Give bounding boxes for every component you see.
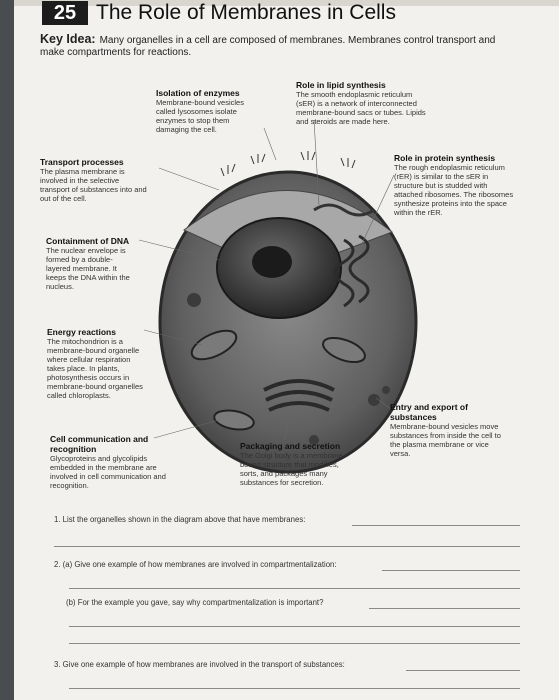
- label-dna: Containment of DNA The nuclear envelope is formed by a double-layered membrane. It keeps the DNA within the nucleus.: [46, 236, 130, 291]
- answer-line[interactable]: [69, 626, 520, 627]
- key-idea-text: Many organelles in a cell are composed of membranes. Membranes control transport and make compartments for reactions.: [40, 35, 496, 58]
- label-isolation: Isolation of enzymes Membrane-bound vesicles called lysosomes isolate enzymes to stop them damaging the cell.: [156, 88, 244, 134]
- label-entry-export: Entry and export of substances Membrane-bound vesicles move substances from inside the cell to the plasma membrane or vice versa.: [390, 402, 501, 458]
- answer-line[interactable]: [369, 608, 520, 609]
- answer-line[interactable]: [69, 588, 520, 589]
- label-lipid-synthesis: Role in lipid synthesis The smooth endoplasmic reticulum (sER) is a network of interconnected membrane-bound sacs or tubes. Lipids and steroids are made here.: [296, 80, 426, 126]
- activity-number: 25: [42, 1, 88, 25]
- lysosome: [187, 293, 201, 307]
- label-energy: Energy reactions The mitochondrion is a membrane-bound organelle where cellular respiration takes place. In plants, photosynthesis occurs in membrane-bound organelles called chloroplasts.: [47, 327, 143, 400]
- label-transport: Transport processes The plasma membrane is involved in the selective transport of substances into and out of the cell.: [40, 157, 147, 203]
- answer-line[interactable]: [69, 688, 520, 689]
- key-idea-label: Key Idea:: [40, 32, 96, 46]
- answer-line[interactable]: [69, 643, 520, 644]
- question-2a: 2. (a) Give one example of how membranes are involved in compartmentalization:: [54, 560, 337, 569]
- nucleolus: [252, 246, 292, 278]
- question-1: 1. List the organelles shown in the diagram above that have membranes:: [54, 515, 306, 524]
- worksheet-page: [14, 0, 559, 700]
- page-title: The Role of Membranes in Cells: [96, 1, 396, 24]
- question-3: 3. Give one example of how membranes are involved in the transport of substances:: [54, 660, 345, 669]
- label-protein-synthesis: Role in protein synthesis The rough endoplasmic reticulum (rER) is similar to the sER in structure but is studded with attached ribosomes. The ribosomes synthesize proteins into the space within the rER.: [394, 153, 514, 217]
- answer-line[interactable]: [54, 546, 520, 547]
- answer-line[interactable]: [406, 670, 520, 671]
- label-communication: Cell communication and recognition Glycoproteins and glycolipids embedded in the membrane are involved in cell communication and recognition.: [50, 434, 166, 490]
- answer-line[interactable]: [382, 570, 520, 571]
- question-2b: (b) For the example you gave, say why compartmentalization is important?: [66, 598, 324, 607]
- label-packaging: Packaging and secretion The Golgi body is a membrane-bound structure that modifies, sorts, and packages many substances for secretion.: [240, 441, 346, 487]
- answer-line[interactable]: [352, 525, 520, 526]
